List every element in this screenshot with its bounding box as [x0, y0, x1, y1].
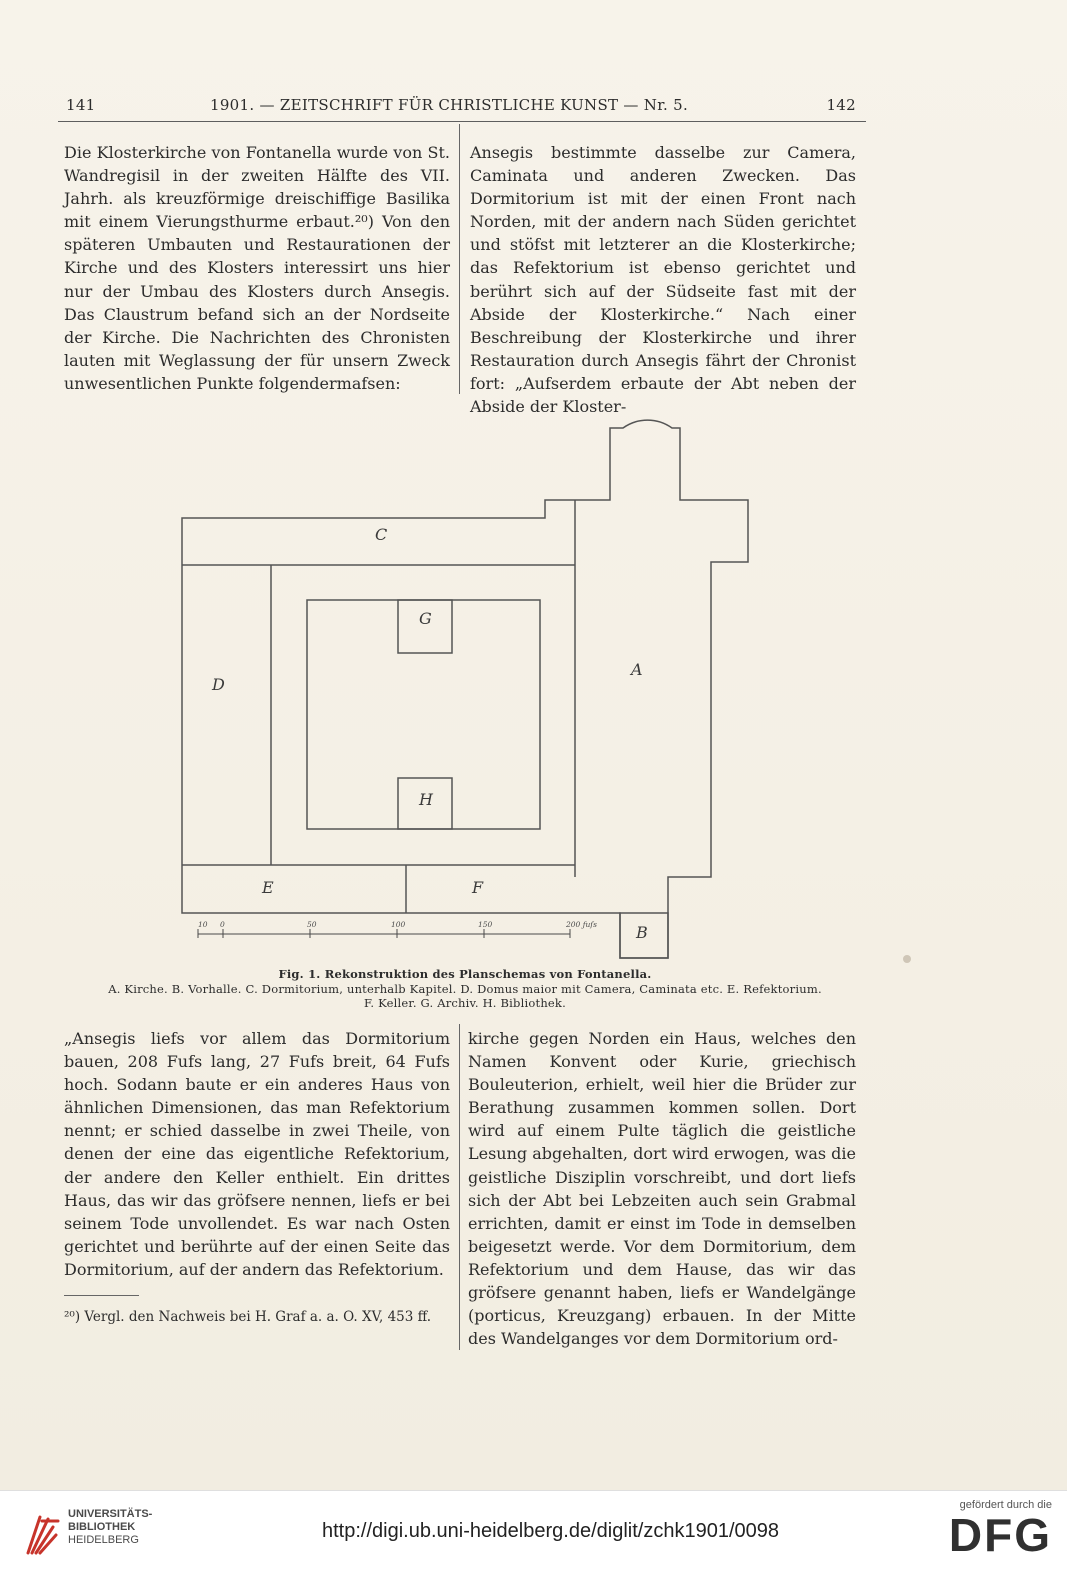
scale-label-150: 150 — [478, 920, 493, 929]
monastery-plan-figure — [0, 405, 1067, 975]
upper-left-text-column — [64, 141, 450, 395]
lower-right-text-column — [468, 1027, 856, 1350]
label-c: C — [375, 525, 388, 544]
footnote-text: Vergl. den Nachweis bei H. Graf a. a. O. XV, 453 ff. — [84, 1309, 432, 1325]
digital-url[interactable]: http://digi.ub.uni-heidelberg.de/diglit/zchk1901/0098 — [322, 1520, 779, 1542]
institution-line-1: UNIVERSITÄTS- — [68, 1508, 153, 1520]
dfg-logo: DFG — [948, 1509, 1052, 1561]
footnote — [64, 1307, 450, 1328]
scale-label-200: 200 ƒuſs — [566, 920, 597, 929]
running-head — [66, 96, 856, 118]
heidelberg-library-logo-icon — [22, 1509, 64, 1559]
upper-right-paragraph: Ansegis bestimmte dasselbe zur Camera, Caminata und anderen Zwecken. Das Dormitorium ist mit der einen Front nach Norden, mit der andern nach Süden gerichtet und stöfst mit letzterer an die Klosterkirche; das Refektorium ist ebenso gerichtet und berührt sich auf der Südseite fast mit der Abside der Klosterkirche.“ Nach einer Beschreibung der Klosterkirche und ihrer Restauration durch Ansegis fährt der Chronist fort: „Aufserdem erbaute der Abt neben der Abside der Kloster- — [470, 143, 856, 417]
figure-caption-line-1: A. Kirche. B. Vorhalle. C. Dormitorium, unterhalb Kapitel. D. Domus maior mit Camera, Caminata etc. E. Refektorium. — [108, 982, 822, 996]
scale-label-100: 100 — [391, 920, 406, 929]
right-page-number: 142 — [826, 96, 856, 114]
label-b: B — [636, 923, 648, 942]
figure-caption — [70, 967, 860, 1010]
label-a: A — [631, 660, 643, 679]
header-rule — [58, 121, 866, 122]
label-h: H — [419, 790, 433, 809]
footer-bar — [0, 1490, 1067, 1577]
monastery-plan-svg — [0, 405, 1067, 975]
scale-bar — [198, 929, 570, 938]
top-column-divider — [459, 124, 460, 394]
footnote-rule — [64, 1295, 139, 1296]
lower-left-text-column — [64, 1027, 450, 1281]
scale-label-50: 50 — [307, 920, 317, 929]
scan-speck — [903, 955, 911, 963]
lower-left-paragraph: „Ansegis liefs vor allem das Dormitorium bauen, 208 Fufs lang, 27 Fufs breit, 64 Fufs hoch. Sodann baute er ein anderes Haus von ähnlichen Dimensionen, das man Refektorium nennt; er schied dasselbe in zwei Theile, von denen der eine das eigentliche Refektorium, der andere den Keller enthielt. Ein drittes Haus, das wir das gröfsere nennen, liefs er bei seinem Tode unvollendet. Es war nach Osten gerichtet und berührte auf der einen Seite das Dormitorium, auf der andern das Refektorium. — [64, 1029, 450, 1279]
running-title: 1901. — ZEITSCHRIFT FÜR CHRISTLICHE KUNST — Nr. 5. — [210, 96, 689, 114]
footnote-marker: ²⁰) — [64, 1309, 81, 1325]
label-f: F — [472, 878, 484, 897]
institution-line-3: HEIDELBERG — [68, 1534, 139, 1546]
label-g: G — [419, 609, 432, 628]
left-page-number: 141 — [66, 96, 96, 114]
scale-label-10: 10 — [198, 920, 208, 929]
institution-line-2: BIBLIOTHEK — [68, 1521, 136, 1533]
institution-name — [68, 1508, 152, 1547]
label-d: D — [212, 675, 225, 694]
sponsor-block — [948, 1499, 1052, 1561]
lower-right-paragraph: kirche gegen Norden ein Haus, welches den Namen Konvent oder Kurie, griechisch Bouleuterion, erhielt, weil hier die Brüder zur Berathung zusammen kommen sollen. Dort wird auf einem Pulte täglich die geistliche Lesung abgehalten, dort wird erwogen, was die geistliche Disziplin vorschreibt, und dort liefs sich der Abt bei Lebzeiten auch sein Grabmal errichten, damit er einst im Tode in demselben beigesetzt werde. Vor dem Dormitorium, dem Refektorium und dem Hause, das wir das gröfsere genannt haben, liefs er Wandelgänge (porticus, Kreuzgang) erbauen. In der Mitte des Wandelganges vor dem Dormitorium ord- — [468, 1029, 856, 1349]
label-e: E — [262, 878, 274, 897]
scale-label-0: 0 — [220, 920, 225, 929]
bottom-column-divider — [459, 1024, 460, 1350]
sponsor-text: gefördert durch die — [959, 1499, 1052, 1511]
upper-left-paragraph: Die Klosterkirche von Fontanella wurde von St. Wandregisil in der zweiten Hälfte des VII. Jahrh. als kreuzförmige dreischiffige Basilika mit einem Vierungsthurme erbaut.²⁰) Von den späteren Umbauten und Restaurationen der Kirche und des Klosters interessirt uns hier nur der Umbau des Klosters durch Ansegis. Das Claustrum befand sich an der Nordseite der Kirche. Die Nachrichten des Chronisten lauten mit Weglassung der für unsern Zweck unwesentlichen Punkte folgendermafsen: — [64, 143, 450, 393]
figure-caption-line-2: F. Keller. G. Archiv. H. Bibliothek. — [364, 996, 566, 1010]
upper-right-text-column — [470, 141, 856, 418]
figure-caption-title: Fig. 1. Rekonstruktion des Planschemas von Fontanella. — [278, 967, 652, 981]
